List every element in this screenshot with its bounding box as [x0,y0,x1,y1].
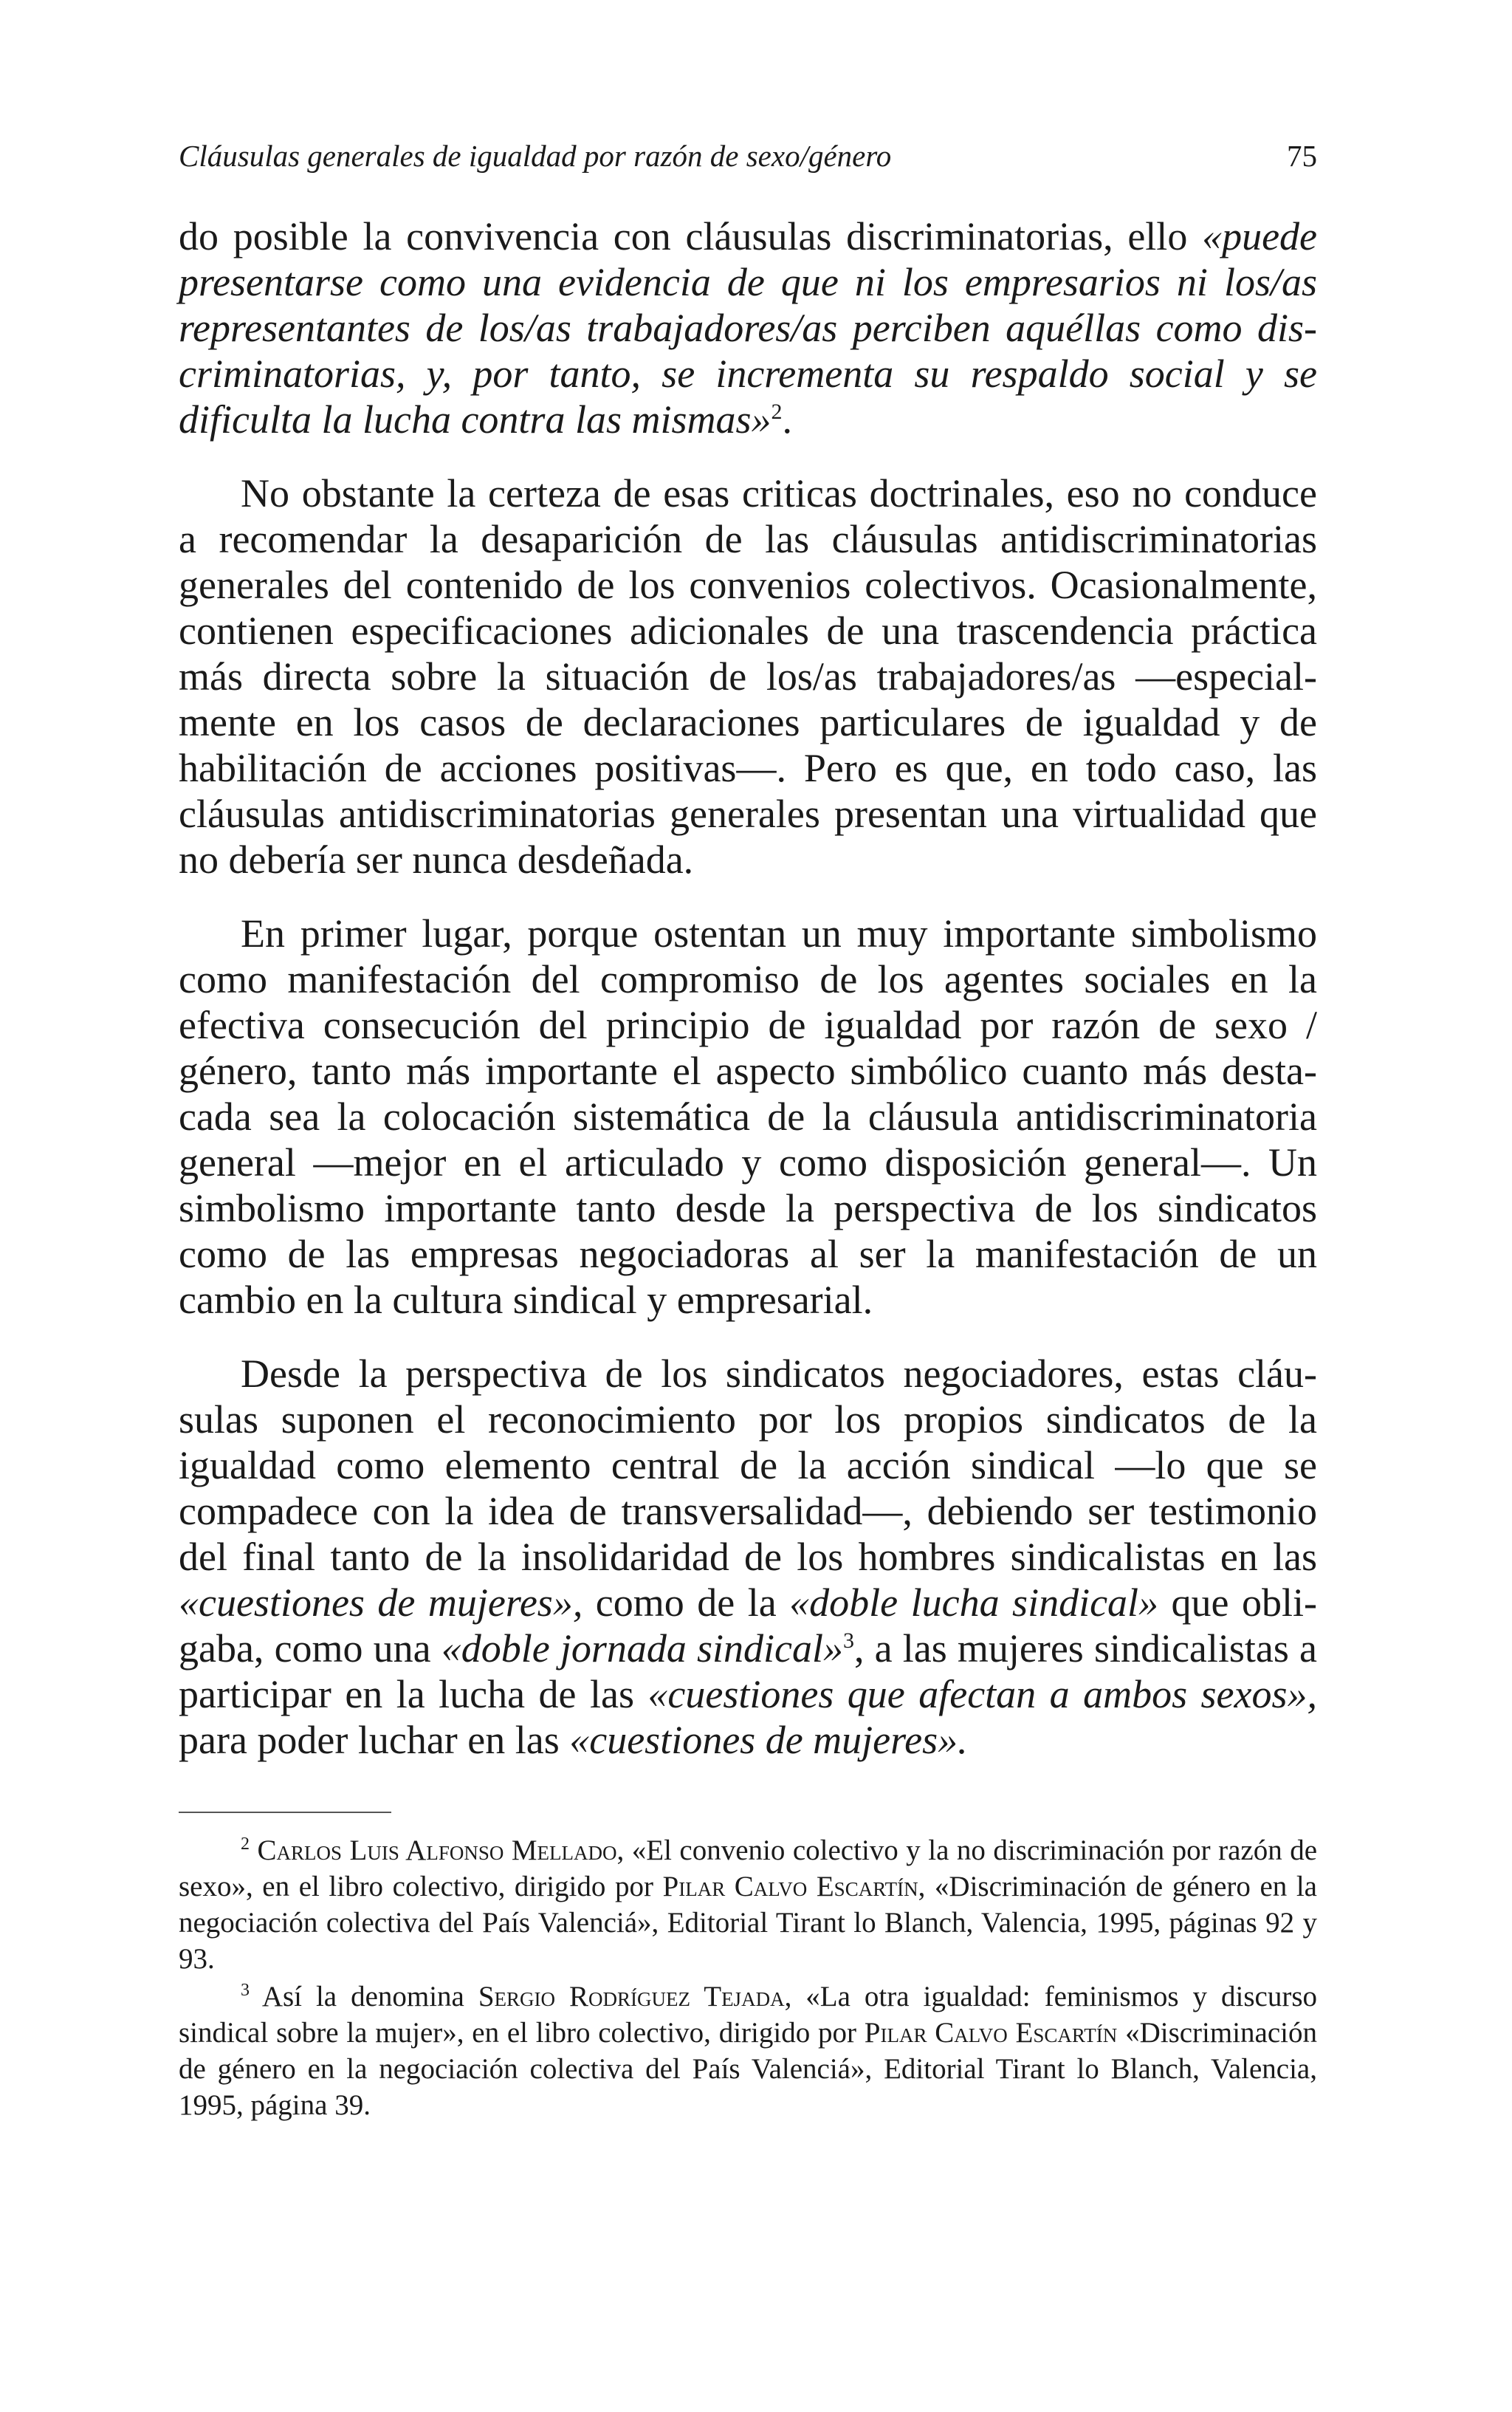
footnote-2-text-2: , «Discriminación de género en la negociación colectiva del País Valenciá», Editorial Tirant lo Blanch, Valencia, 1995, páginas 92 y 93. [179,1871,1317,1975]
footnote-3-text-1: , «La otra igualdad: feminismos y discurso sindical sobre la mujer», en el libro colectivo, dirigido por [179,1981,1318,2049]
paragraph-3: En primer lugar, porque ostentan un muy importante simbolismo como manifestación del compromiso de los agentes sociales en la efectiva consecución del principio de igualdad por razón de sexo / género, tanto más importante el aspecto simbólico cuanto más destacada sea la colocación sistemática de la cláusula antidiscriminatoria general —mejor en el articulado y como disposición general—. Un simbolismo importante tanto desde la perspectiva de los sindicatos como de las empresas negociadoras al ser la manifestación de un cambio en la cultura sindical y empresarial. [179,911,1317,1322]
footnote-2-text-1: , «El convenio colectivo y la no discriminación por razón de sexo», en el libro colectivo, dirigido por [179,1834,1318,1902]
footnote-2-editor: Pilar Calvo Escartín [662,1871,918,1902]
paragraph-4-text-2: como de la [583,1580,790,1625]
paragraph-4-quote-4: «cuestiones que afectan a ambos sexos», [647,1672,1317,1716]
footnote-3-text-0: Así la denomina [250,1981,478,2012]
paragraph-1-end: . [782,397,792,442]
footnote-2-author: Carlos Luis Alfonso Mellado [257,1834,617,1866]
footnotes [179,1832,1317,2123]
paragraph-4-quote-2: «doble lucha sindical» [789,1580,1159,1625]
page-number: 75 [1287,139,1317,173]
book-page [179,137,1317,2125]
footnote-ref-3[interactable]: 3 [843,1628,855,1653]
paragraph-4-quote-5: «cuestiones de mujeres». [569,1718,968,1762]
footnote-3-number: 3 [241,1981,250,2000]
footnote-3 [179,1978,1317,2123]
footnote-2 [179,1832,1317,1977]
running-title: Cláusulas generales de igualdad por razón de sexo/género [179,139,892,173]
paragraph-4-text-1: Desde la perspectiva de los sindicatos negociadores, estas cláusulas suponen el reconocimiento por los propios sindicatos de la igualdad como elemento central de la acción sindical —lo que se compadece con la idea de transversalidad—, debiendo ser testimonio del final tanto de la insolidaridad de los hombres sindicalistas en las [179,1351,1317,1579]
body-text [179,213,1317,1763]
paragraph-2: No obstante la certeza de esas criticas doctrinales, eso no conduce a recomendar la desaparición de las cláusulas antidiscriminatorias generales del contenido de los convenios colectivos. Ocasionalmente, contienen especificaciones adicionales de una trascendencia práctica más directa sobre la situación de los/as trabajadores/as —especialmente en los casos de declaraciones particulares de igualdad y de habilitación de acciones positivas—. Pero es que, en todo caso, las cláusulas antidiscriminatorias generales presentan una virtualidad que no debería ser nunca desdeñada. [179,471,1317,882]
paragraph-1-quote: «puede presentarse como una evidencia de que ni los empresarios ni los/as representantes de los/as trabajadores/as perciben aquéllas como discriminatorias, y, por tanto, se incrementa su respaldo social y se dificulta la lucha contra las mismas» [179,214,1317,442]
footnote-divider [179,1812,391,1813]
paragraph-4 [179,1351,1317,1763]
paragraph-4-text-4: , a las mujeres sindicalistas a participar en la lucha de las [179,1626,1318,1716]
footnote-3-editor: Pilar Calvo Escartín [864,2017,1118,2049]
footnote-2-number: 2 [241,1834,250,1854]
paragraph-4-quote-1: «cuestiones de mujeres», [179,1580,583,1625]
footnote-3-text-2: «Discriminación de género en la negociación colectiva del País Valenciá», Editorial Tirant lo Blanch, Valencia, 1995, página 39. [179,2017,1318,2121]
footnote-3-author: Sergio Rodríguez Tejada [478,1981,785,2012]
running-header [179,137,1317,175]
footnote-ref-2[interactable]: 2 [771,400,783,424]
paragraph-1-text: do posible la convivencia con cláusulas discriminatorias, ello [179,214,1203,258]
paragraph-4-text-3: que obligaba, como una [179,1580,1317,1671]
paragraph-4-text-5: para poder luchar en las [179,1718,570,1762]
paragraph-4-quote-3: «doble jornada sindical» [441,1626,844,1671]
paragraph-1 [179,213,1317,442]
